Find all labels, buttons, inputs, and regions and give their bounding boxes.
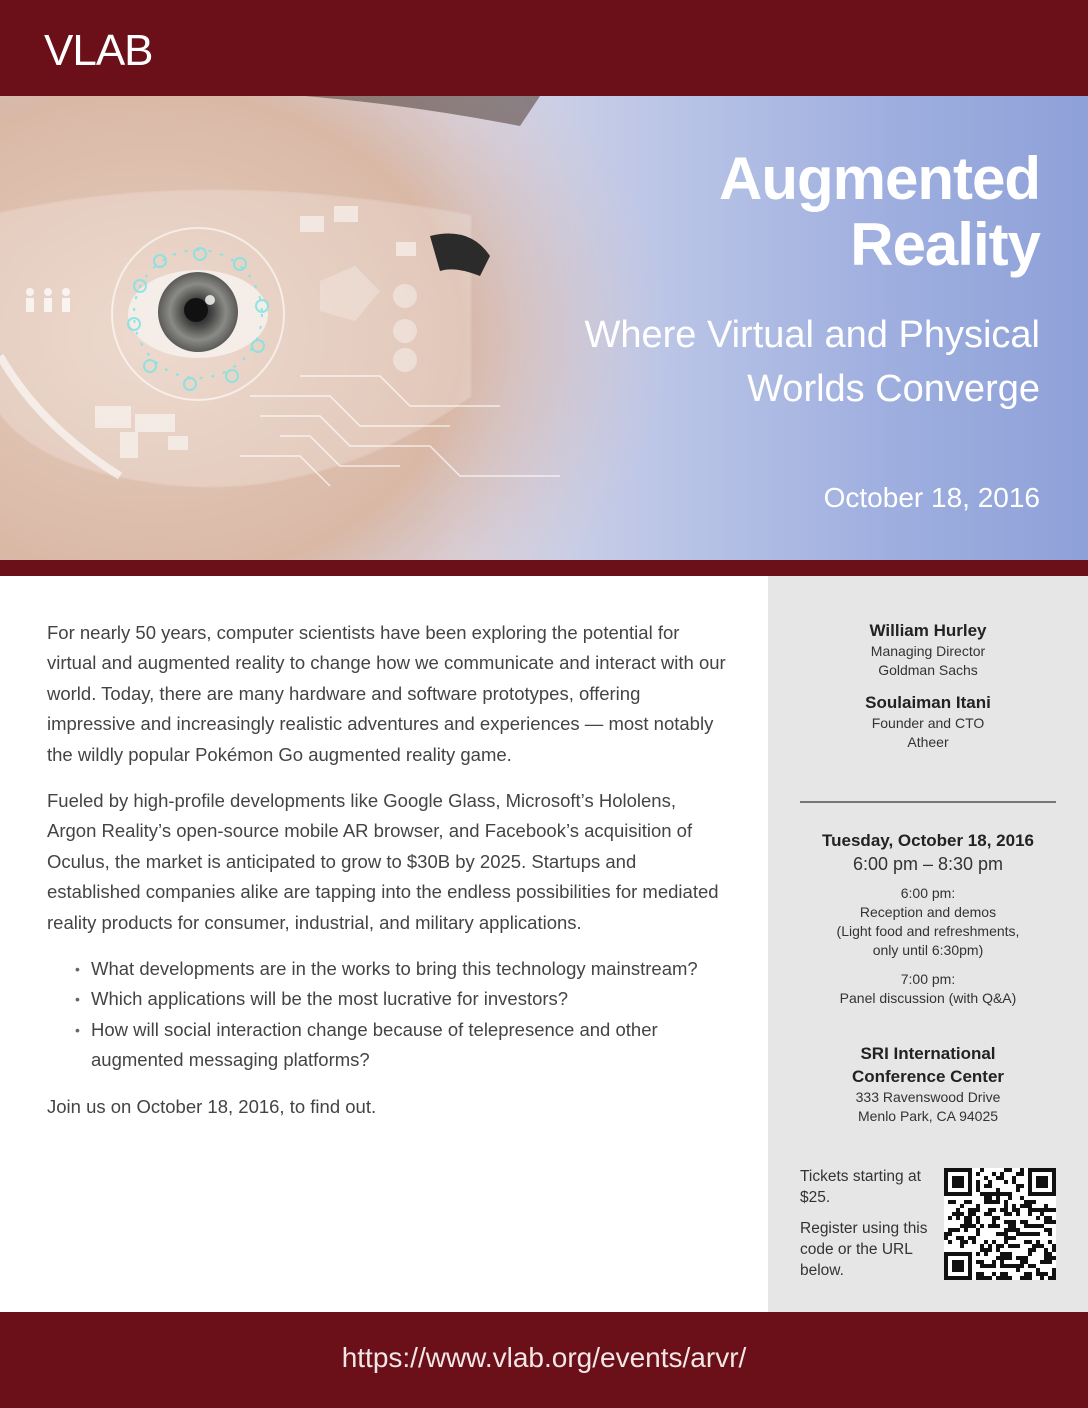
event-url-link[interactable]: https://www.vlab.org/events/arvr/ (341, 1342, 747, 1373)
session-2-line: Panel discussion (with Q&A) (839, 990, 1017, 1006)
venue-address: Menlo Park, CA 94025 (857, 1108, 999, 1124)
list-item: • What developments are in the works to bring this technology mainstream? (47, 954, 727, 984)
divider-band (0, 560, 1088, 576)
session-1-line: only until 6:30pm) (872, 942, 984, 958)
ticket-info (800, 1166, 930, 1291)
speaker-2 (768, 692, 1088, 752)
session-1-line: Reception and demos (859, 904, 997, 920)
session-2-time: 7:00 pm: (900, 971, 956, 987)
list-item: • Which applications will be the most lucrative for investors? (47, 984, 727, 1014)
session-1-line: (Light food and refreshments, (836, 923, 1020, 939)
qr-code[interactable] (944, 1168, 1056, 1280)
sidebar (768, 576, 1088, 1312)
ticket-price: Tickets starting at $25. (800, 1168, 921, 1206)
qr-code-icon (944, 1168, 1056, 1280)
event-day: Tuesday, October 18, 2016 (822, 831, 1034, 850)
closing-paragraph: Join us on October 18, 2016, to find out. (47, 1095, 377, 1117)
speaker-org: Atheer (907, 734, 949, 750)
speaker-title: Managing Director (870, 643, 986, 659)
venue-name: SRI International (860, 1044, 996, 1063)
speaker-name: William Hurley (869, 621, 987, 640)
speaker-1 (768, 620, 1088, 680)
speaker-org: Goldman Sachs (878, 662, 978, 678)
sidebar-divider (800, 801, 1056, 803)
main-content (47, 618, 727, 1138)
intro-paragraph: For nearly 50 years, computer scientists have been exploring the potential for virtual and augmented reality to change how we communicate and interact with our world. Today, there are many hardware and software prototypes, offering impressive and increasingly realistic adventures and experiences — most notably the wildly popular Pokémon Go augmented reality game. (47, 622, 726, 765)
event-date: October 18, 2016 (823, 482, 1040, 513)
event-schedule (768, 830, 1088, 1008)
venue-address: 333 Ravenswood Drive (855, 1089, 1001, 1105)
session-1-time: 6:00 pm: (900, 885, 956, 901)
register-note: Register using this code or the URL below. (800, 1220, 928, 1279)
hero-banner (0, 96, 1088, 560)
venue-name: Conference Center (851, 1067, 1005, 1086)
title-line-1: Augmented (719, 145, 1040, 212)
event-subtitle: Where Virtual and Physical Worlds Converge (584, 314, 1040, 410)
header-bar (0, 0, 1088, 96)
event-title (719, 146, 1040, 278)
market-paragraph: Fueled by high-profile developments like Google Glass, Microsoft’s Hololens, Argon Reality’s open-source mobile AR browser, and Facebook’s acquisition of Oculus, the market is anticipated to grow to $30B by 2025. Startups and established companies alike are tapping into the endless possibilities for mediated reality products for consumer, industrial, and military applications. (47, 790, 719, 933)
event-time: 6:00 pm – 8:30 pm (852, 854, 1004, 874)
question-list (47, 954, 727, 1076)
speaker-name: Soulaiman Itani (865, 693, 991, 712)
vlab-logo[interactable]: VLAB (44, 26, 153, 75)
speaker-title: Founder and CTO (871, 715, 985, 731)
venue (768, 1042, 1088, 1126)
title-line-2: Reality (850, 211, 1040, 278)
list-item: • How will social interaction change because of telepresence and other augmented messaging platforms? (47, 1015, 727, 1076)
footer-bar (0, 1312, 1088, 1408)
